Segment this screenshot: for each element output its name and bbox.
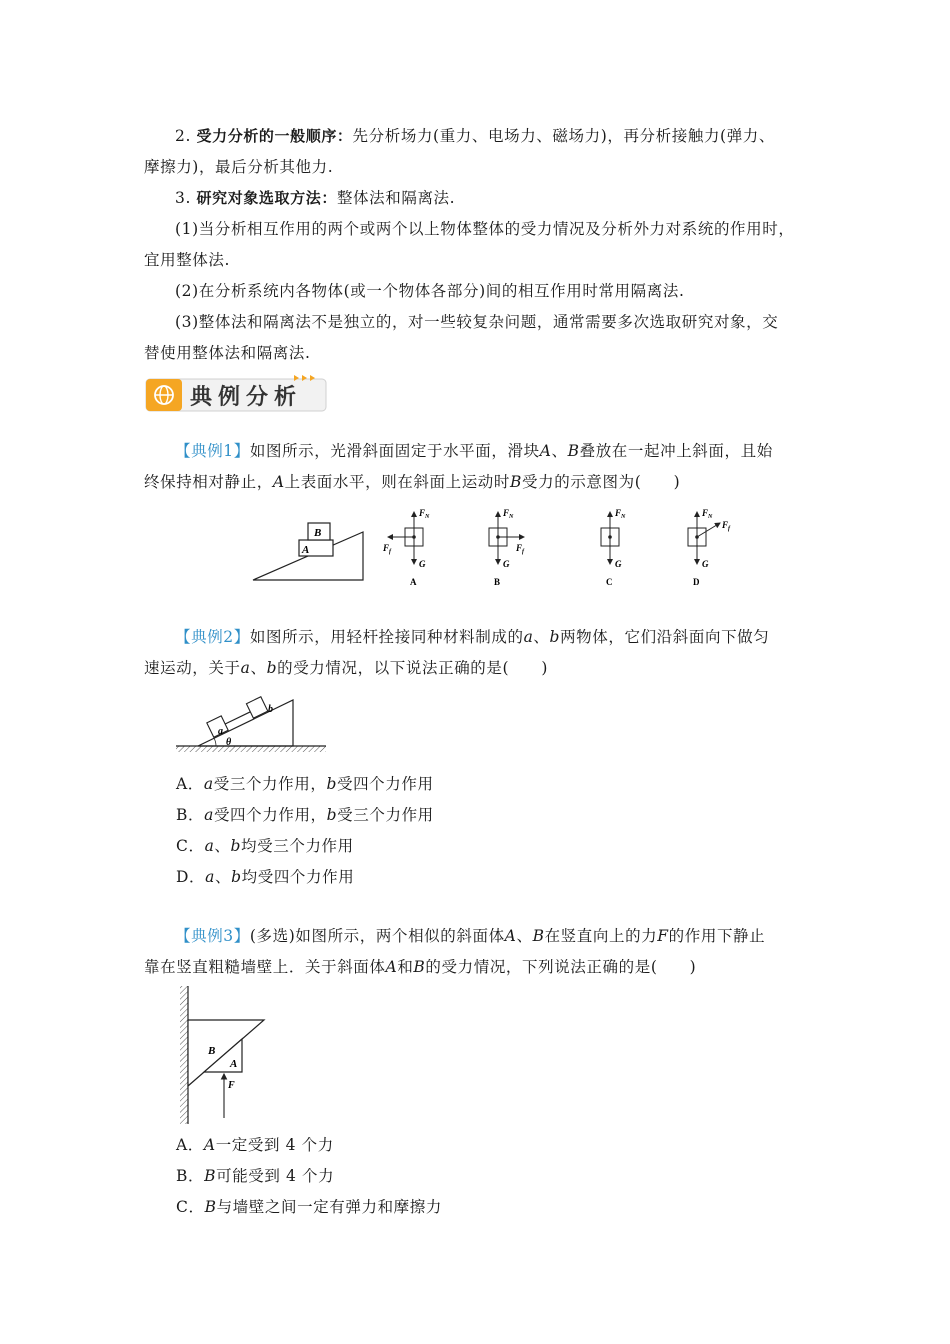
example-2-text: 速运动，关于	[144, 659, 241, 677]
ex2-option-d[interactable]	[176, 862, 354, 893]
option-text: 受三个力作用	[337, 806, 434, 824]
example-3-figure	[178, 984, 270, 1126]
ex2-option-a[interactable]	[176, 769, 434, 800]
diagram-a	[382, 508, 430, 587]
block-b-label: B	[314, 527, 322, 539]
section-3-text: 整体法和隔离法.	[336, 189, 456, 207]
item-3-line1: (3)整体法和隔离法不是独立的，对一些较复杂问题，通常需要多次选取研究对象，交	[175, 313, 779, 331]
example-2-figure	[176, 692, 328, 754]
ff-sub: f	[389, 549, 392, 555]
item-3-line2: 替使用整体法和隔离法.	[144, 344, 311, 362]
option-label: B．	[176, 806, 205, 824]
var-a: a	[205, 868, 215, 886]
diagram-d	[688, 508, 731, 587]
var-a: a	[204, 806, 214, 824]
theta-label: θ	[226, 737, 232, 748]
var-b: b	[326, 775, 337, 793]
option-label: C．	[176, 837, 205, 855]
example-3-line1	[144, 921, 812, 952]
example-3-line2	[144, 952, 812, 983]
ex3-option-a[interactable]	[176, 1130, 334, 1161]
ff-sub: f	[522, 549, 525, 555]
option-text: 受四个力作用	[336, 775, 434, 793]
ff-label: F	[722, 520, 729, 530]
ex3-option-b[interactable]	[176, 1161, 334, 1192]
var-B: B	[204, 1167, 217, 1185]
var-b: b	[326, 806, 338, 824]
var-A: A	[385, 958, 398, 976]
var-A: A	[203, 1136, 216, 1154]
var-B: B	[510, 473, 523, 491]
g-label: G	[503, 559, 510, 569]
option-label: A	[410, 577, 417, 587]
force-f-label: F	[228, 1080, 235, 1091]
option-text: 、	[214, 868, 232, 886]
fn-sub: N	[621, 514, 626, 520]
example-1-text: 叠放在一起冲上斜面，且始	[579, 442, 773, 460]
svg-text:Ff	[382, 543, 392, 555]
g-label: G	[702, 559, 709, 569]
separator: 、	[516, 927, 533, 945]
example-1-text: 终保持相对静止，	[144, 473, 273, 491]
example-2-text: 的受力情况，以下说法正确的是( )	[277, 659, 548, 677]
var-b: b	[266, 659, 278, 677]
var-B: B	[567, 442, 580, 460]
block-b-label: b	[268, 704, 273, 715]
var-F: F	[657, 927, 669, 945]
example-3-text: 在竖直向上的力	[544, 927, 658, 945]
wedge-a-label: A	[230, 1058, 238, 1070]
option-text: 一定受到 4 个力	[215, 1136, 334, 1154]
ff-sub: f	[728, 526, 731, 532]
fn-label: F	[503, 508, 510, 518]
example-2-text: 如图所示，用轻杆拴接同种材料制成的	[249, 628, 524, 646]
section-2-heading: 受力分析的一般顺序：	[196, 127, 353, 145]
banner-title: 典例分析	[190, 385, 303, 410]
option-label: B．	[176, 1167, 205, 1185]
ff-label: F	[383, 543, 390, 553]
example-3-text: (多选)如图所示，两个相似的斜面体	[249, 927, 505, 945]
option-text: 受三个力作用，	[213, 775, 327, 793]
var-b: b	[549, 628, 561, 646]
ex2-option-b[interactable]	[176, 800, 434, 831]
option-label: C．	[176, 1198, 205, 1216]
var-a: a	[523, 628, 534, 646]
section-3-number: 3.	[175, 189, 191, 207]
example-2-line2	[144, 653, 812, 684]
var-B: B	[413, 958, 426, 976]
block-a-label: a	[218, 726, 223, 737]
conjunction: 和	[397, 958, 414, 976]
section-3-heading: 研究对象选取方法：	[196, 189, 337, 207]
example-1-text: 上表面水平，则在斜面上运动时	[284, 473, 511, 491]
example-1-text: 如图所示，光滑斜面固定于水平面，滑块	[249, 442, 540, 460]
var-A: A	[272, 473, 285, 491]
diagram-c	[601, 508, 626, 587]
example-1-tag: 【典例1】	[175, 442, 250, 460]
rough-wall	[180, 986, 188, 1124]
var-A: A	[504, 927, 517, 945]
item-2-line1: (2)在分析系统内各物体(或一个物体各部分)间的相互作用时常用隔离法.	[175, 282, 685, 300]
fn-sub: N	[708, 514, 713, 520]
option-text: 受四个力作用，	[213, 806, 327, 824]
block-b	[246, 697, 267, 718]
svg-text:FN	[418, 508, 430, 520]
section-2-number: 2.	[175, 127, 191, 145]
item-1-line1: (1)当分析相互作用的两个或两个以上物体整体的受力情况及分析外力对系统的作用时，	[175, 220, 795, 238]
fn-label: F	[702, 508, 709, 518]
option-label: C	[606, 577, 613, 587]
option-label: A．	[176, 775, 204, 793]
example-1-line1	[144, 436, 812, 467]
item-1-line2: 宜用整体法.	[144, 251, 231, 269]
fn-label: F	[615, 508, 622, 518]
g-label: G	[419, 559, 426, 569]
option-text: 可能受到 4 个力	[216, 1167, 335, 1185]
wedge-b-label: B	[208, 1045, 216, 1057]
block-a-label: A	[302, 544, 310, 556]
example-1-text: 受力的示意图为( )	[522, 473, 681, 491]
var-a: a	[204, 837, 215, 855]
option-label: A．	[176, 1136, 204, 1154]
separator: 、	[250, 659, 267, 677]
section-3	[144, 183, 812, 214]
var-A: A	[539, 442, 552, 460]
option-label: B	[494, 577, 501, 587]
option-text: 、	[214, 837, 231, 855]
var-a: a	[203, 775, 214, 793]
var-B: B	[532, 927, 545, 945]
option-text: 与墙壁之间一定有弹力和摩擦力	[216, 1198, 442, 1216]
option-label: D	[693, 577, 700, 587]
svg-text:FN	[614, 508, 626, 520]
var-B: B	[204, 1198, 217, 1216]
separator: 、	[533, 628, 550, 646]
option-text: 均受三个力作用	[241, 837, 354, 855]
diagram-b	[489, 508, 525, 587]
section-2-line2: 摩擦力)，最后分析其他力.	[144, 158, 334, 176]
example-3-tag: 【典例3】	[175, 927, 250, 945]
section-2	[144, 121, 812, 152]
example-2-tag: 【典例2】	[175, 628, 250, 646]
option-label: D．	[176, 868, 206, 886]
fn-label: F	[419, 508, 426, 518]
var-b: b	[231, 868, 242, 886]
var-a: a	[240, 659, 251, 677]
g-label: G	[615, 559, 622, 569]
example-2-text: 两物体，它们沿斜面向下做匀	[560, 628, 770, 646]
ex3-option-c[interactable]	[176, 1192, 442, 1223]
separator: 、	[551, 442, 568, 460]
option-text: 均受四个力作用	[241, 868, 355, 886]
fn-sub: N	[509, 514, 514, 520]
fn-sub: N	[425, 514, 430, 520]
example-1-line2	[144, 467, 812, 498]
svg-text:Ff	[515, 543, 525, 555]
example-3-text: 的受力情况，下列说法正确的是( )	[425, 958, 697, 976]
example-2-line1	[144, 622, 812, 653]
var-b: b	[230, 837, 242, 855]
svg-text:FN	[502, 508, 514, 520]
section-2-text: 先分析场力(重力、电场力、磁场力)，再分析接触力(弹力、	[352, 127, 775, 145]
ex2-option-c[interactable]	[176, 831, 354, 862]
ff-label: F	[516, 543, 523, 553]
svg-text:Ff	[721, 520, 731, 532]
example-3-text: 的作用下静止	[668, 927, 766, 945]
example-analysis-banner	[144, 375, 329, 419]
example-1-figure	[250, 500, 750, 595]
svg-text:FN	[701, 508, 713, 520]
example-3-text: 靠在竖直粗糙墙壁上．关于斜面体	[144, 958, 386, 976]
